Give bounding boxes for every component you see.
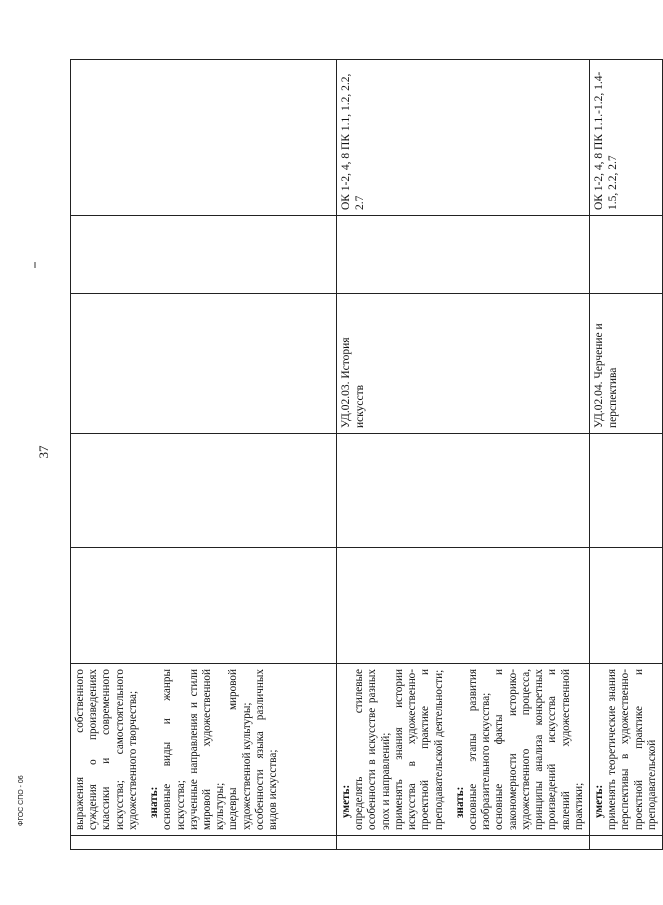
description-line: применять знания истории искусства в художественно-проектной практике и преподавательской деятельности; — [392, 669, 445, 830]
index-cell — [337, 836, 590, 850]
competencies-cell: ОК 1-2, 4, 8 ПК 1.1.-1.2, 1.4-1.5, 2.2, 2.7 — [589, 60, 662, 216]
skills-knowledge-cell — [71, 664, 337, 836]
discipline-cell — [71, 294, 337, 434]
description-line: особенности языка различных видов искусства; — [253, 669, 280, 830]
description-line: основные виды и жанры искусства; — [161, 669, 187, 830]
description-line: определять стилевые особенности в искусстве разных эпох и направлений; — [353, 669, 392, 830]
page-number: 37 — [36, 445, 51, 459]
curriculum-table — [70, 59, 663, 850]
table-row — [589, 60, 662, 850]
discipline-cell: УД.02.03. История искусств — [337, 294, 590, 434]
section-label: знать: — [148, 786, 161, 818]
description-line: выражения собственного суждения о произведениях классики и современного искусства; самостоятельного художественного творчества; — [74, 669, 139, 830]
footer-standard-code: ФГОС СПО - 06 — [18, 775, 25, 826]
blank-cell — [71, 216, 337, 294]
scan-artifact — [34, 262, 36, 268]
hours-mandatory-cell — [589, 434, 662, 548]
blank-cell — [589, 216, 662, 294]
index-cell — [589, 836, 662, 850]
hours-mandatory-cell — [337, 434, 590, 548]
description-line: основные этапы развития изобразительного искусства; — [466, 669, 493, 830]
hours-total-cell — [71, 548, 337, 664]
rotated-table-sheet — [70, 60, 658, 850]
skills-knowledge-cell — [589, 664, 662, 836]
section-label: уметь: — [592, 784, 605, 818]
competencies-cell — [71, 60, 337, 216]
competencies-cell: ОК 1-2, 4, 8 ПК 1.1, 1.2, 2.2, 2.7 — [337, 60, 590, 216]
section-label: знать: — [453, 786, 466, 818]
discipline-cell: УД.02.04. Черчение и перспектива — [589, 294, 662, 434]
hours-mandatory-cell — [71, 434, 337, 548]
table-row — [71, 60, 337, 850]
description-line: изученные направления и стили мировой художественной культуры; — [187, 669, 227, 830]
table-row — [337, 60, 590, 850]
blank-cell — [337, 216, 590, 294]
description-line: применять теоретические знания перспективы в художественно-проектной практике и преподавательской — [606, 669, 658, 830]
skills-knowledge-cell — [337, 664, 590, 836]
index-cell — [71, 836, 337, 850]
description-line: основные факты и закономерности историко-художественного процесса, принципы анализа конкретных произведений искусства и явлений художественной практики; — [493, 669, 585, 830]
hours-total-cell — [337, 548, 590, 664]
hours-total-cell — [589, 548, 662, 664]
description-line: шедевры мировой художественной культуры; — [227, 669, 253, 830]
section-label: уметь: — [340, 784, 352, 818]
